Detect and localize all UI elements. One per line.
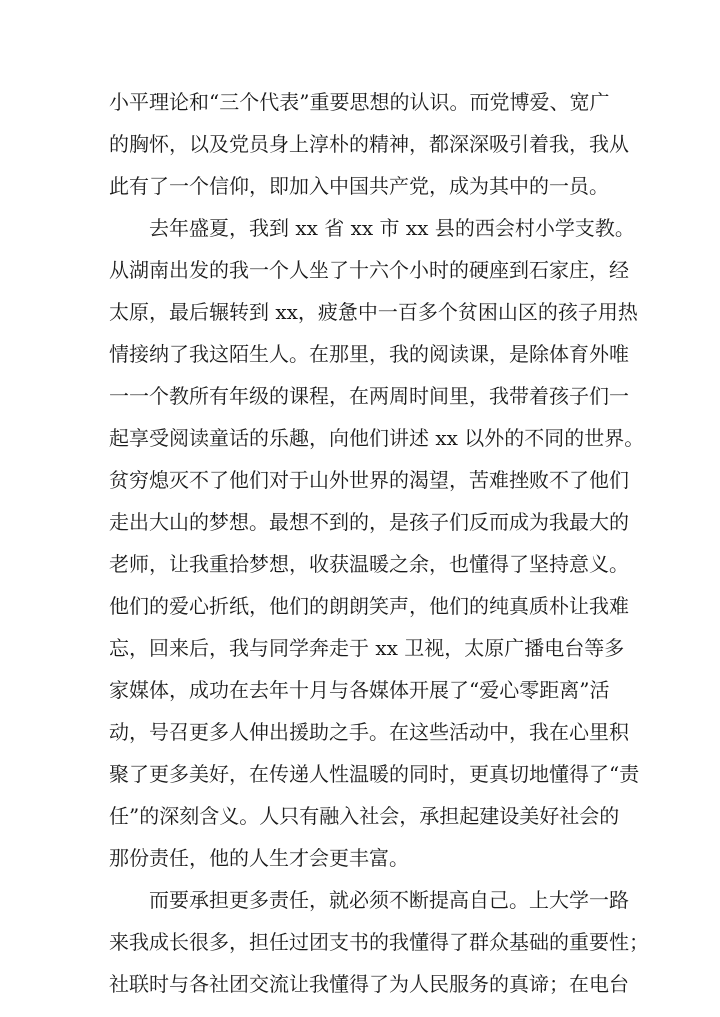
text-line: 一一个教所有年级的课程，在两周时间里，我带着孩子们一 [109,384,629,408]
text-line: 此有了一个信仰，即加入中国共产党，成为其中的一员。 [109,174,609,198]
text-line: 来我成长很多，担任过团支书的我懂得了群众基础的重要性； [109,930,649,954]
text-line: 家媒体，成功在去年十月与各媒体开展了“爱心零距离”活 [109,678,610,702]
text-line: 那份责任，他的人生才会更丰富。 [109,846,409,870]
text-line: 任”的深刻含义。人只有融入社会，承担起建设美好社会的 [109,804,620,828]
text-line: 社联时与各社团交流让我懂得了为人民服务的真谛；在电台 [109,972,629,996]
text-line: 情接纳了我这陌生人。在那里，我的阅读课，是除体育外唯 [109,342,629,366]
text-line: 忘，回来后，我与同学奔走于 xx 卫视，太原广播电台等多 [109,636,625,660]
text-line: 的胸怀，以及党员身上淳朴的精神，都深深吸引着我，我从 [109,132,629,156]
text-line: 太原，最后辗转到 xx，疲惫中一百多个贫困山区的孩子用热 [109,300,638,324]
text-line: 聚了更多美好，在传递人性温暖的同时，更真切地懂得了“责 [109,762,640,786]
text-line: 他们的爱心折纸，他们的朗朗笑声，他们的纯真质朴让我难 [109,594,629,618]
text-line: 而要承担更多责任，就必须不断提高自己。上大学一路 [149,888,629,912]
text-line: 贫穷熄灭不了他们对于山外世界的渴望，苦难挫败不了他们 [109,468,629,492]
text-line: 从湖南出发的我一个人坐了十六个小时的硬座到石家庄，经 [109,258,629,282]
text-line: 去年盛夏，我到 xx 省 xx 市 xx 县的西会村小学支教。 [149,216,635,240]
text-line: 起享受阅读童话的乐趣，向他们讲述 xx 以外的不同的世界。 [109,426,645,450]
text-line: 动，号召更多人伸出援助之手。在这些活动中，我在心里积 [109,720,629,744]
text-line: 走出大山的梦想。最想不到的，是孩子们反而成为我最大的 [109,510,629,534]
text-line: 老师，让我重拾梦想，收获温暖之余，也懂得了坚持意义。 [109,552,629,576]
text-line: 小平理论和“三个代表”重要思想的认识。而党博爱、宽广 [109,90,610,114]
